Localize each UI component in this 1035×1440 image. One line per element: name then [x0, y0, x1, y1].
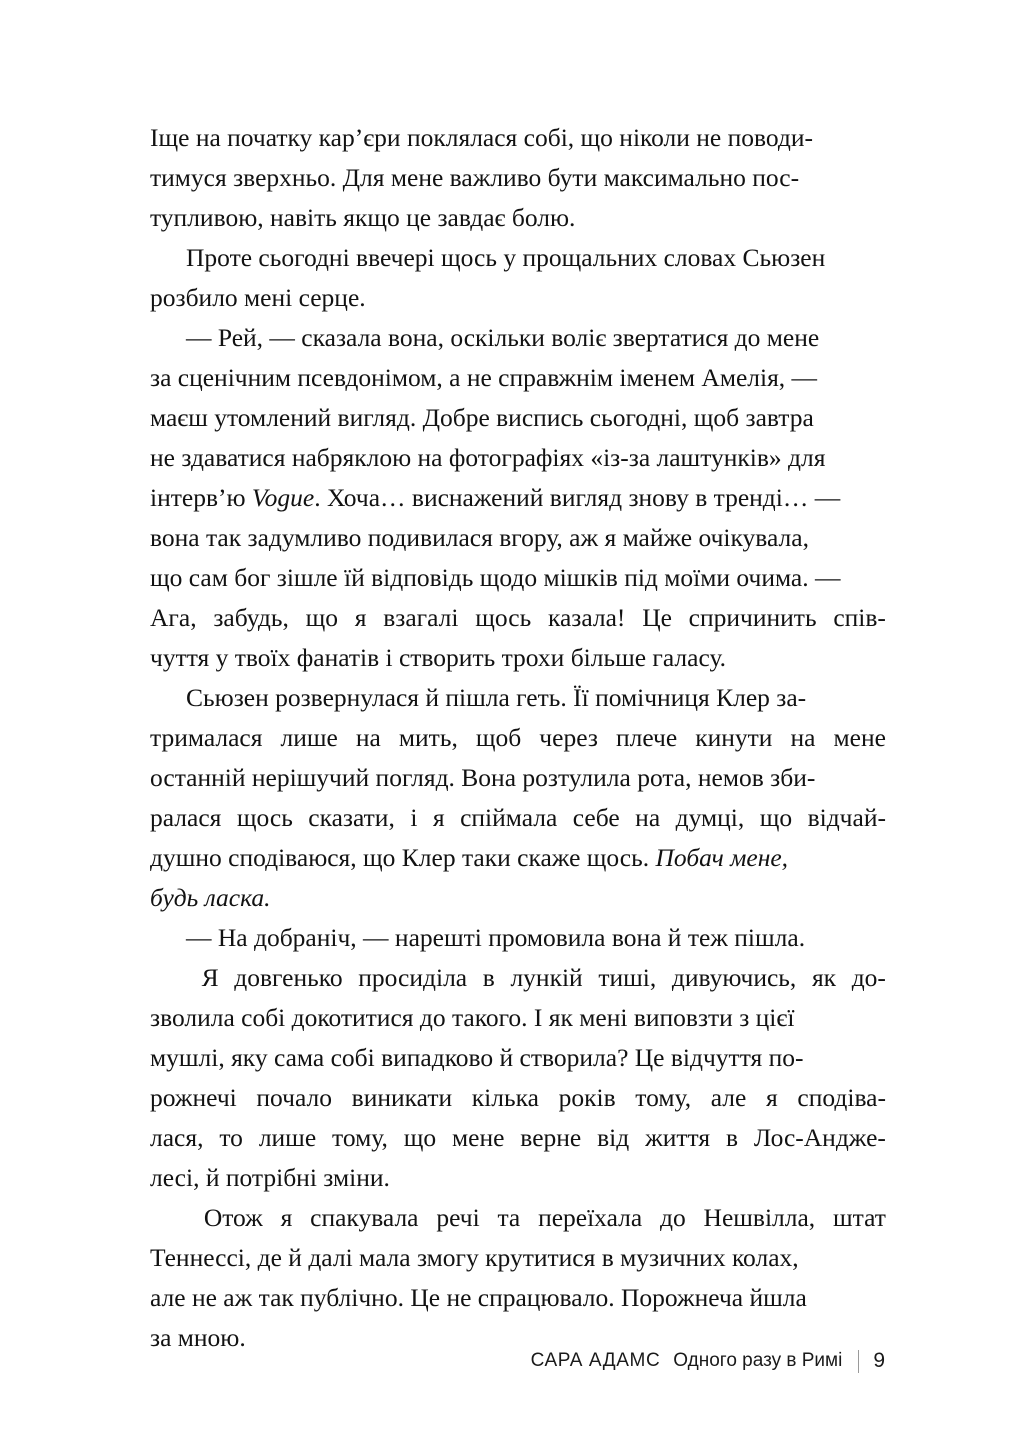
- word: від: [597, 1123, 630, 1152]
- word: на: [355, 723, 381, 752]
- word: ралася: [150, 803, 222, 832]
- text-line: за мною.: [150, 1323, 246, 1352]
- paragraph: [150, 958, 886, 1198]
- text-line: не здаватися набряклою на фотографіях «із-за лаштунків» для: [150, 443, 826, 472]
- word: як: [811, 963, 837, 992]
- paragraph: [150, 318, 886, 678]
- word: до: [660, 1203, 686, 1232]
- word: до-: [851, 963, 886, 992]
- text-line-content: — Рей, — сказала вона, оскільки воліє звертатися до мене: [186, 323, 820, 352]
- word: що: [305, 603, 338, 632]
- word: верне: [520, 1123, 582, 1152]
- text-line-content: Сьюзен розвернулася й пішла геть. Її помічниця Клер за-: [186, 683, 807, 712]
- paragraph: [150, 918, 886, 958]
- text-line-content: Проте сьогодні ввечері щось у прощальних словах Сьюзен: [186, 243, 826, 272]
- word: думці,: [675, 803, 745, 832]
- paragraph: [150, 678, 886, 918]
- word: і: [410, 803, 418, 832]
- page-footer: [150, 1344, 885, 1378]
- word: кинути: [695, 723, 773, 752]
- text-line-justified: [150, 958, 886, 998]
- text-line-with-italic: душно сподіваюся, що Клер таки скаже щось. Побач мене,: [150, 843, 789, 872]
- word: Нешвілла,: [703, 1203, 816, 1232]
- word: почало: [256, 1083, 332, 1112]
- word: що: [403, 1123, 437, 1152]
- word: та: [497, 1203, 521, 1232]
- text-line: але не аж так публічно. Це не спрацювало. Порожнеча йшла: [150, 1283, 807, 1312]
- word: кілька: [471, 1083, 539, 1112]
- word: мене: [833, 723, 886, 752]
- text-line: що сам бог зішле їй відповідь щодо мішків під моїми очима. —: [150, 563, 841, 592]
- word: рожнечі: [150, 1083, 237, 1112]
- word: я: [432, 803, 445, 832]
- word: себе: [572, 803, 620, 832]
- footer-separator-rule: [858, 1350, 859, 1373]
- text-line: Теннессі, де й далі мала змогу крутитися в музичних колах,: [150, 1243, 799, 1272]
- word: лише: [258, 1123, 317, 1152]
- text-line: [150, 238, 886, 278]
- word: спричинить: [688, 603, 817, 632]
- footer-author-name: САРА АДАМС: [530, 1350, 661, 1371]
- text-line: тупливою, навіть якщо це завдає болю.: [150, 203, 576, 232]
- word: трималася: [150, 723, 263, 752]
- word: Отож: [203, 1203, 263, 1232]
- text-line-justified: [150, 598, 886, 638]
- word: штат: [833, 1203, 886, 1232]
- text-line: [150, 318, 886, 358]
- word: Це: [642, 603, 672, 632]
- text-line: зволила собі докотитися до такого. І як мені виповзти з цієї: [150, 1003, 795, 1032]
- word: в: [725, 1123, 739, 1152]
- word: взагалі: [383, 603, 459, 632]
- word: плече: [615, 723, 678, 752]
- text-line-justified: [150, 1198, 886, 1238]
- body-text-column: [150, 118, 886, 1358]
- word: на: [635, 803, 661, 832]
- text-line-with-italic: інтерв’ю Vogue. Хоча… виснажений вигляд знову в тренді… —: [150, 483, 841, 512]
- word: то: [219, 1123, 243, 1152]
- word: сказати,: [308, 803, 395, 832]
- word: мене: [451, 1123, 505, 1152]
- word: виникати: [351, 1083, 453, 1112]
- word: Ага,: [150, 603, 197, 632]
- text-line-justified: [150, 1078, 886, 1118]
- paragraph: [150, 1198, 886, 1358]
- word: але: [710, 1083, 747, 1112]
- word: в: [482, 963, 495, 992]
- paragraph: [150, 238, 886, 318]
- text-line: останній нерішучий погляд. Вона розтулила рота, немов зби-: [150, 763, 816, 792]
- word: я: [354, 603, 367, 632]
- word: забудь,: [213, 603, 289, 632]
- word: я: [280, 1203, 293, 1232]
- word: казала!: [547, 603, 626, 632]
- word: просиділа: [358, 963, 468, 992]
- text-line-justified: [150, 1118, 886, 1158]
- page-number: 9: [873, 1349, 885, 1372]
- paragraph-indent: [150, 958, 186, 998]
- text-line-content: — На добраніч, — нарешті промовила вона й теж пішла.: [186, 923, 806, 952]
- text-line: тимуся зверхньо. Для мене важливо бути максимально пос-: [150, 163, 800, 192]
- italic-text: Побач мене,: [655, 843, 789, 872]
- text-line-justified: [150, 718, 886, 758]
- word: через: [539, 723, 598, 752]
- word: років: [558, 1083, 616, 1112]
- word: сподіва-: [797, 1083, 886, 1112]
- word: на: [790, 723, 816, 752]
- word: довгенько: [234, 963, 343, 992]
- text-line: розбило мені серце.: [150, 283, 366, 312]
- text-line: мушлі, яку сама собі випадково й створила? Це відчуття по-: [150, 1043, 804, 1072]
- word: відчай-: [807, 803, 886, 832]
- text-line: вона так задумливо подивилася вгору, аж я майже очікувала,: [150, 523, 809, 552]
- footer-book-title: Одного разу в Римі: [673, 1350, 843, 1371]
- word: речі: [436, 1203, 480, 1232]
- italic-text: Vogue: [251, 483, 315, 512]
- text-line: [150, 678, 886, 718]
- word: що: [759, 803, 793, 832]
- word: я: [766, 1083, 778, 1112]
- text-line-italic: будь ласка.: [150, 883, 271, 912]
- word: лася,: [150, 1123, 204, 1152]
- word: спів-: [833, 603, 886, 632]
- word: тому,: [332, 1123, 388, 1152]
- text-line: чуття у твоїх фанатів і створить трохи більше галасу.: [150, 643, 727, 672]
- text-line: [150, 918, 886, 958]
- word: тиші,: [598, 963, 657, 992]
- word: Лос-Андже-: [753, 1123, 886, 1152]
- word: дивуючись,: [671, 963, 797, 992]
- word: тому,: [635, 1083, 692, 1112]
- text-line: Іще на початку кар’єри поклялася собі, що ніколи не поводи-: [150, 123, 814, 152]
- word: Я: [201, 963, 219, 992]
- word: лункій: [510, 963, 583, 992]
- word: лише: [280, 723, 338, 752]
- text-line: лесі, й потрібні зміни.: [150, 1163, 390, 1192]
- paragraph: [150, 118, 886, 238]
- word: щоб: [475, 723, 522, 752]
- text-line: за сценічним псевдонімом, а не справжнім іменем Амелія, —: [150, 363, 818, 392]
- word: спакувала: [310, 1203, 419, 1232]
- word: життя: [645, 1123, 711, 1152]
- word: щось: [475, 603, 532, 632]
- word: спіймала: [460, 803, 558, 832]
- word: щось: [236, 803, 293, 832]
- word: мить,: [398, 723, 458, 752]
- word: переїхала: [538, 1203, 643, 1232]
- paragraph-indent: [150, 1198, 186, 1238]
- text-line-justified: [150, 798, 886, 838]
- text-line: маєш утомлений вигляд. Добре виспись сьогодні, щоб завтра: [150, 403, 814, 432]
